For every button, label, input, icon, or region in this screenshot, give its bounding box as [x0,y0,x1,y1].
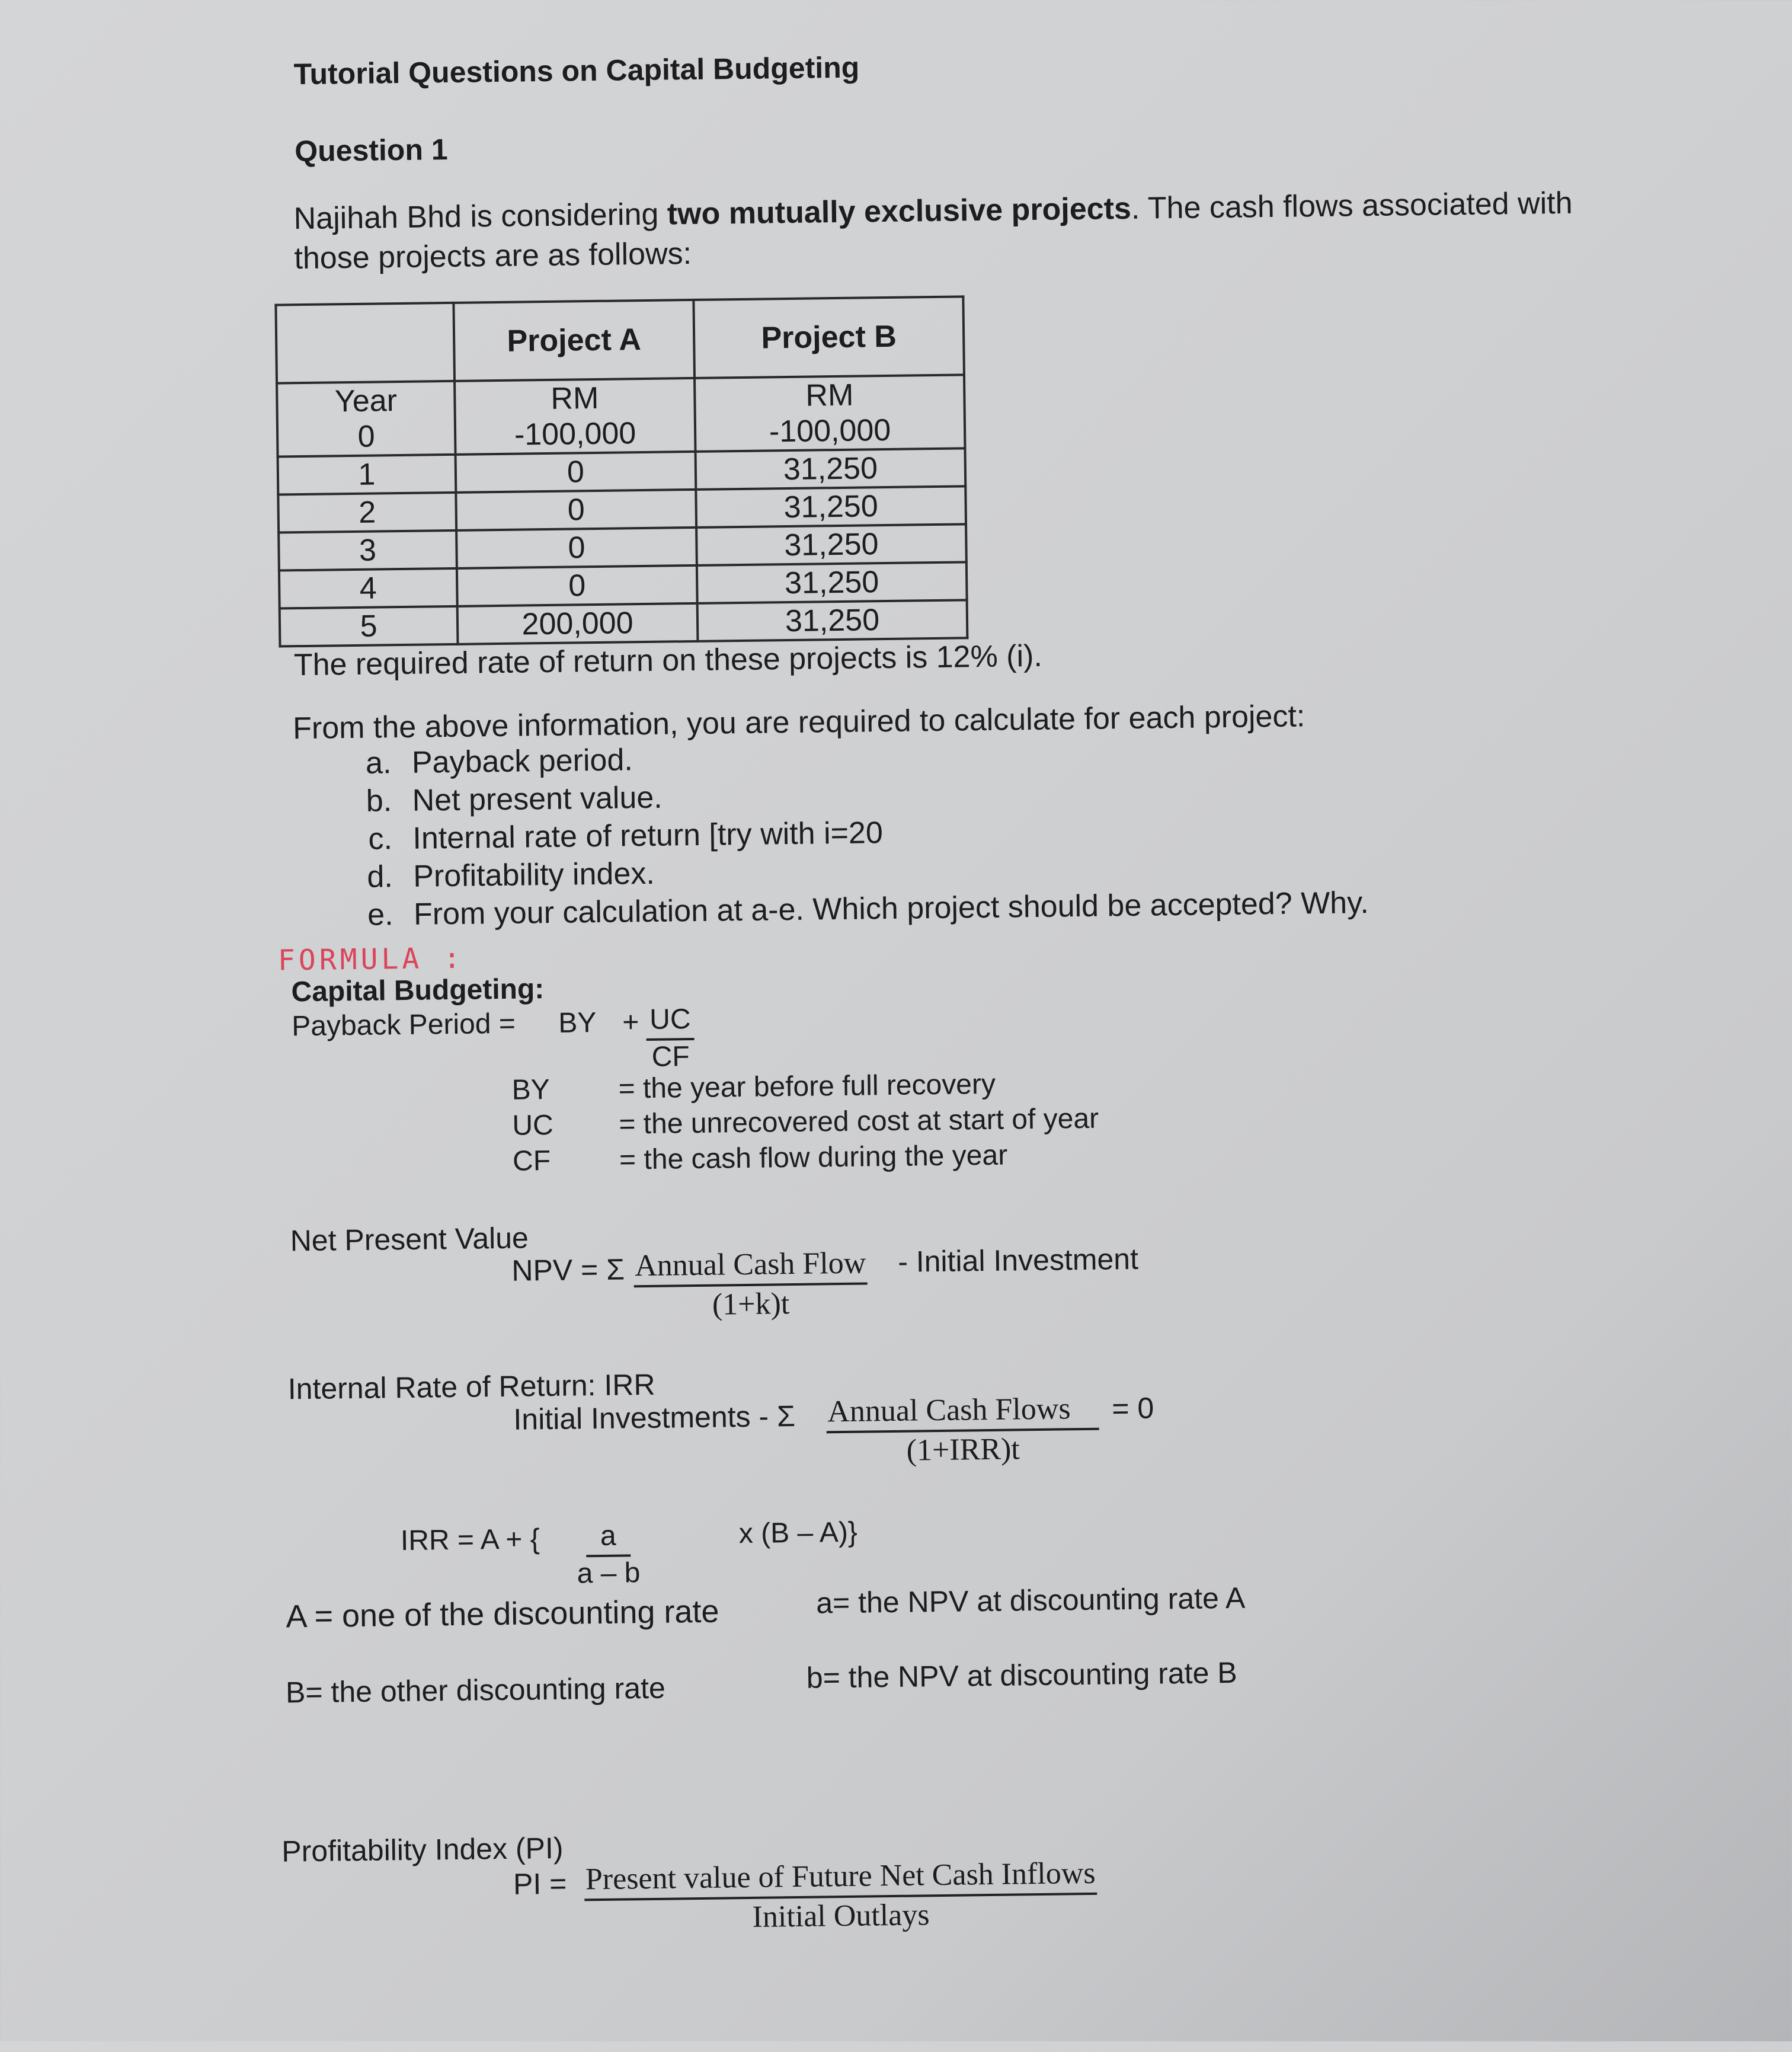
definition-text: = the unrecovered cost at start of year [619,1102,1099,1140]
list-item: a. Payback period. [400,732,1367,782]
year-value: 1 [278,455,456,495]
handwritten-formula-label: FORMULA : [277,941,465,977]
intro-bold: two mutually exclusive projects [667,191,1132,232]
project-b-value: 31,250 [697,600,968,641]
project-b-value: 31,250 [696,486,966,528]
project-b-value: 31,250 [697,562,967,603]
irr-def-b: b= the NPV at discounting rate B [806,1655,1237,1695]
irr-formula-lhs: IRR = A + { [400,1523,540,1557]
npv-fraction [633,1246,868,1322]
definition-text: = the cash flow during the year [619,1139,1008,1176]
year-value: 4 [279,568,457,609]
npv-denominator: (1+k)t [712,1287,790,1322]
year-value: 2 [278,493,456,533]
list-item: e. From your calculation at a-e. Which project should be accepted? Why. [402,884,1369,934]
header-project-a: Project A [453,300,695,381]
list-item: d. Profitability index. [401,846,1368,896]
definition-symbol: BY [511,1074,551,1106]
table-row [277,375,965,456]
list-item: c. Internal rate of return [try with i=20 [401,808,1368,858]
irr-def-B: B= the other discounting rate [285,1671,666,1709]
payback-denominator: CF [651,1040,690,1073]
pi-label: Profitability Index (PI) [281,1831,564,1868]
cash-flow-table [274,295,968,647]
year-value: 0 [357,419,375,454]
project-a-value: 0 [456,490,696,530]
irr-lhs: Initial Investments - Σ [513,1399,796,1436]
project-a-value: -100,000 [514,416,636,452]
irr-formula-rhs: x (B – A)} [738,1516,858,1550]
list-item: b. Net present value. [400,770,1367,820]
unit-label: RM [805,378,854,413]
payback-definitions [511,1066,1099,1180]
payback-label: Payback Period = [291,1008,516,1043]
payback-by: BY [558,1007,597,1039]
irr-formula-fraction [577,1520,641,1590]
intro-suffix: . The cash flows associated with [1131,186,1573,226]
irr-equation-fraction [826,1392,1100,1469]
table-cell [695,375,965,452]
rate-note: The required rate of return on these projects is 12% (i). [293,638,1043,683]
project-a-value: 200,000 [457,603,698,644]
pi-numerator: Present value of Future Net Cash Inflows [584,1856,1097,1901]
project-a-value: 0 [457,565,697,606]
definition-row [513,1137,1099,1180]
irr-formula-numerator: a [586,1520,631,1557]
definition-row [512,1101,1099,1144]
irr-formula-denominator: a – b [577,1556,641,1590]
payback-fraction [646,1004,695,1073]
pi-fraction [584,1856,1097,1936]
irr-def-a: a= the NPV at discounting rate A [815,1581,1246,1620]
capital-budgeting-heading: Capital Budgeting: [291,973,545,1008]
instructions: From the above information, you are required to calculate for each project: [292,699,1305,746]
project-a-value: 0 [456,528,697,568]
irr-numerator: Annual Cash Flows [826,1392,1099,1434]
project-a-value: 0 [456,452,696,493]
pi-denominator: Initial Outlays [752,1898,930,1935]
table-cell [277,381,455,457]
payback-numerator: UC [646,1004,695,1041]
year-label: Year [334,383,398,419]
npv-label: Net Present Value [290,1221,529,1258]
project-b-value: 31,250 [696,448,966,490]
npv-lhs: NPV = Σ [511,1252,625,1287]
table-header-row [276,296,964,383]
unit-label: RM [551,381,599,416]
requirements-list [341,732,1369,934]
question-label: Question 1 [294,132,448,168]
header-project-b: Project B [693,296,964,378]
pi-lhs: PI = [513,1866,567,1901]
intro-prefix: Najihah Bhd is considering [293,197,668,236]
project-b-value: -100,000 [769,413,891,449]
intro-line-1 [293,184,1573,238]
definition-text: = the year before full recovery [618,1068,996,1105]
npv-rhs: - Initial Investment [897,1242,1139,1278]
irr-def-A: A = one of the discounting rate [286,1593,719,1635]
definition-symbol: CF [512,1145,551,1177]
project-b-value: 31,250 [696,524,967,565]
definition-symbol: UC [512,1109,554,1142]
payback-plus: + [622,1006,639,1038]
irr-denominator: (1+IRR)t [906,1432,1020,1468]
intro-line-2: those projects are as follows: [294,236,692,276]
document-title: Tutorial Questions on Capital Budgeting [293,50,860,91]
irr-label: Internal Rate of Return: IRR [287,1367,655,1406]
irr-rhs: = 0 [1111,1391,1154,1425]
year-value: 3 [279,530,457,571]
year-value: 5 [280,606,458,647]
npv-numerator: Annual Cash Flow [633,1246,868,1287]
header-empty-cell [276,303,455,383]
table-cell [455,378,695,455]
